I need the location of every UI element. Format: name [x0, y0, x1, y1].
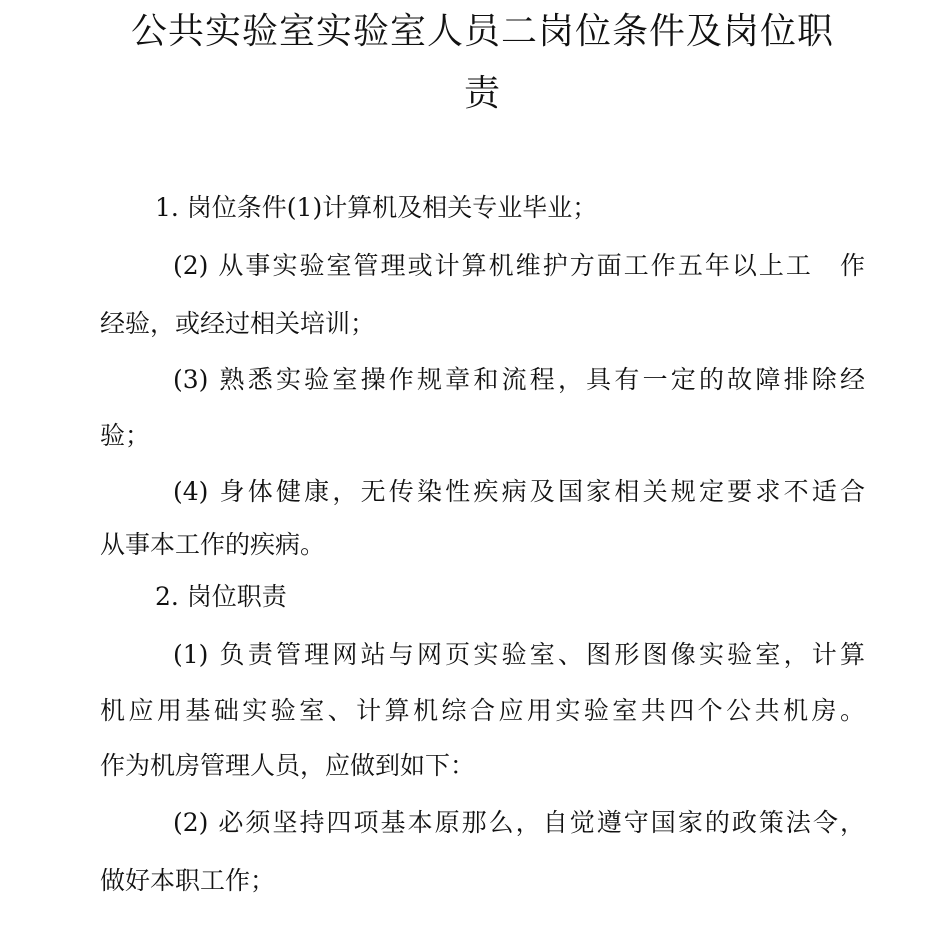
duty-1-line-2: 机应用基础实验室、计算机综合应用实验室共四个公共机房。: [100, 696, 865, 725]
document-title-line-2: 责: [463, 73, 501, 114]
condition-4-line-1: (4) 身体健康，无传染性疾病及国家相关规定要求不适合: [173, 477, 865, 506]
duty-1-line-1: (1) 负责管理网站与网页实验室、图形图像实验室，计算: [173, 640, 865, 669]
condition-2-line-2: 经验，或经过相关培训；: [100, 309, 376, 338]
duty-2-line-2: 做好本职工作；: [100, 866, 276, 895]
duty-1-line-3: 作为机房管理人员，应做到如下：: [100, 751, 476, 780]
condition-heading-line: 1. 岗位条件(1)计算机及相关专业毕业；: [155, 193, 598, 222]
duty-2-line-1: (2) 必须坚持四项基本原那么，自觉遵守国家的政策法令，: [173, 808, 865, 837]
condition-2-line-1: (2) 从事实验室管理或计算机维护方面工作五年以上工 作: [173, 251, 865, 280]
document-title-line-1: 公共实验室实验室人员二岗位条件及岗位职: [130, 11, 834, 52]
duty-heading: 2. 岗位职责: [155, 582, 287, 611]
condition-4-line-2: 从事本工作的疾病。: [100, 530, 326, 559]
condition-3-line-2: 验；: [100, 421, 151, 450]
condition-3-line-1: (3) 熟悉实验室操作规章和流程，具有一定的故障排除经: [173, 365, 865, 394]
